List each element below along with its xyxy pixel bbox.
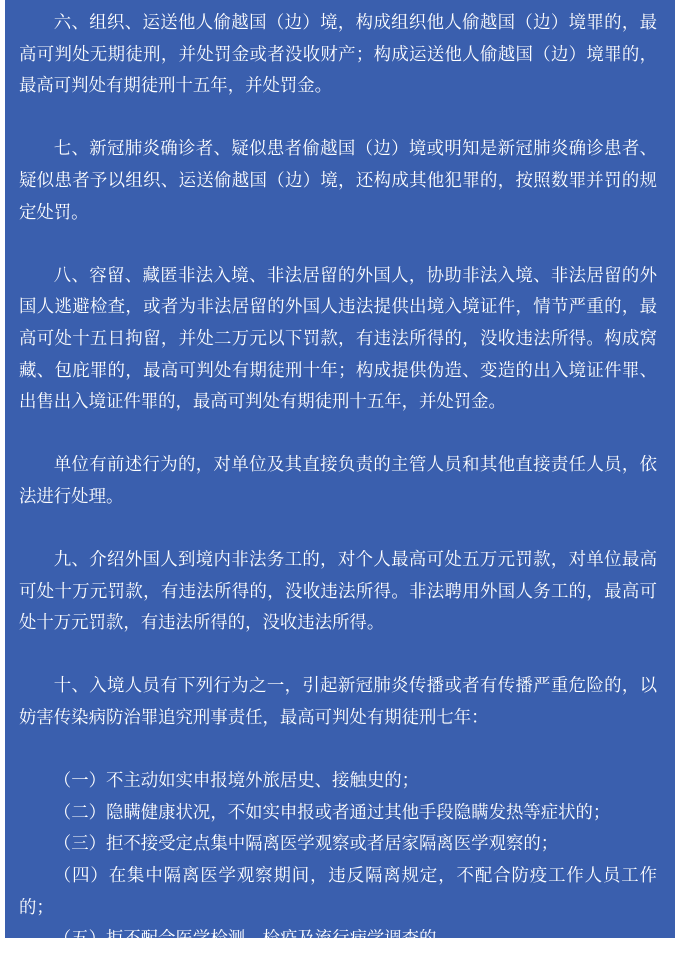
list-items: [19, 766, 657, 956]
document-panel: [5, 0, 675, 950]
paragraph-eight: 八、容留、藏匿非法入境、非法居留的外国人，协助非法入境、非法居留的外国人逃避检查，或者为非法居留的外国人违法提供出境入境证件，情节严重的，最高可处十五日拘留，并处二万元以下罚款，有违法所得的，没收违法所得。构成窝藏、包庇罪的，最高可判处有期徒刑十年；构成提供伪造、变造的出入境证件罪、出售出入境证件罪的，最高可判处有期徒刑十五年，并处罚金。: [19, 265, 657, 413]
list-item-1: （一）不主动如实申报境外旅居史、接触史的；: [53, 771, 420, 792]
list-item-2: （二）隐瞒健康状况，不如实申报或者通过其他手段隐瞒发热等症状的；: [53, 802, 611, 823]
paragraph-ten: 十、入境人员有下列行为之一，引起新冠肺炎传播或者有传播严重危险的，以妨害传染病防治罪追究刑事责任，最高可判处有期徒刑七年：: [19, 676, 657, 729]
paragraph-nine: 九、介绍外国人到境内非法务工的，对个人最高可处五万元罚款，对单位最高可处十万元罚款，有违法所得的，没收违法所得。非法聘用外国人务工的，最高可处十万元罚款，有违法所得的，没收违法所得。: [19, 550, 657, 634]
list-item-4: （四）在集中隔离医学观察期间，违反隔离规定，不配合防疫工作人员工作的；: [19, 866, 657, 918]
list-item-3: （三）拒不接受定点集中隔离医学观察或者居家隔离医学观察的；: [53, 834, 559, 855]
paragraph-six: 六、组织、运送他人偷越国（边）境，构成组织他人偷越国（边）境罪的，最高可判处无期徒刑，并处罚金或者没收财产；构成运送他人偷越国（边）境罪的，最高可判处有期徒刑十五年，并处罚金。: [19, 13, 657, 97]
paragraph-unit-liability: 单位有前述行为的，对单位及其直接负责的主管人员和其他直接责任人员，依法进行处理。: [19, 455, 657, 507]
list-item-5: （五）拒不配合医学检测、检疫及流行病学调查的。: [53, 929, 454, 950]
paragraph-seven: 七、新冠肺炎确诊者、疑似患者偷越国（边）境或明知是新冠肺炎确诊患者、疑似患者予以组织、运送偷越国（边）境，还构成其他犯罪的，按照数罪并罚的规定处罚。: [19, 139, 657, 223]
